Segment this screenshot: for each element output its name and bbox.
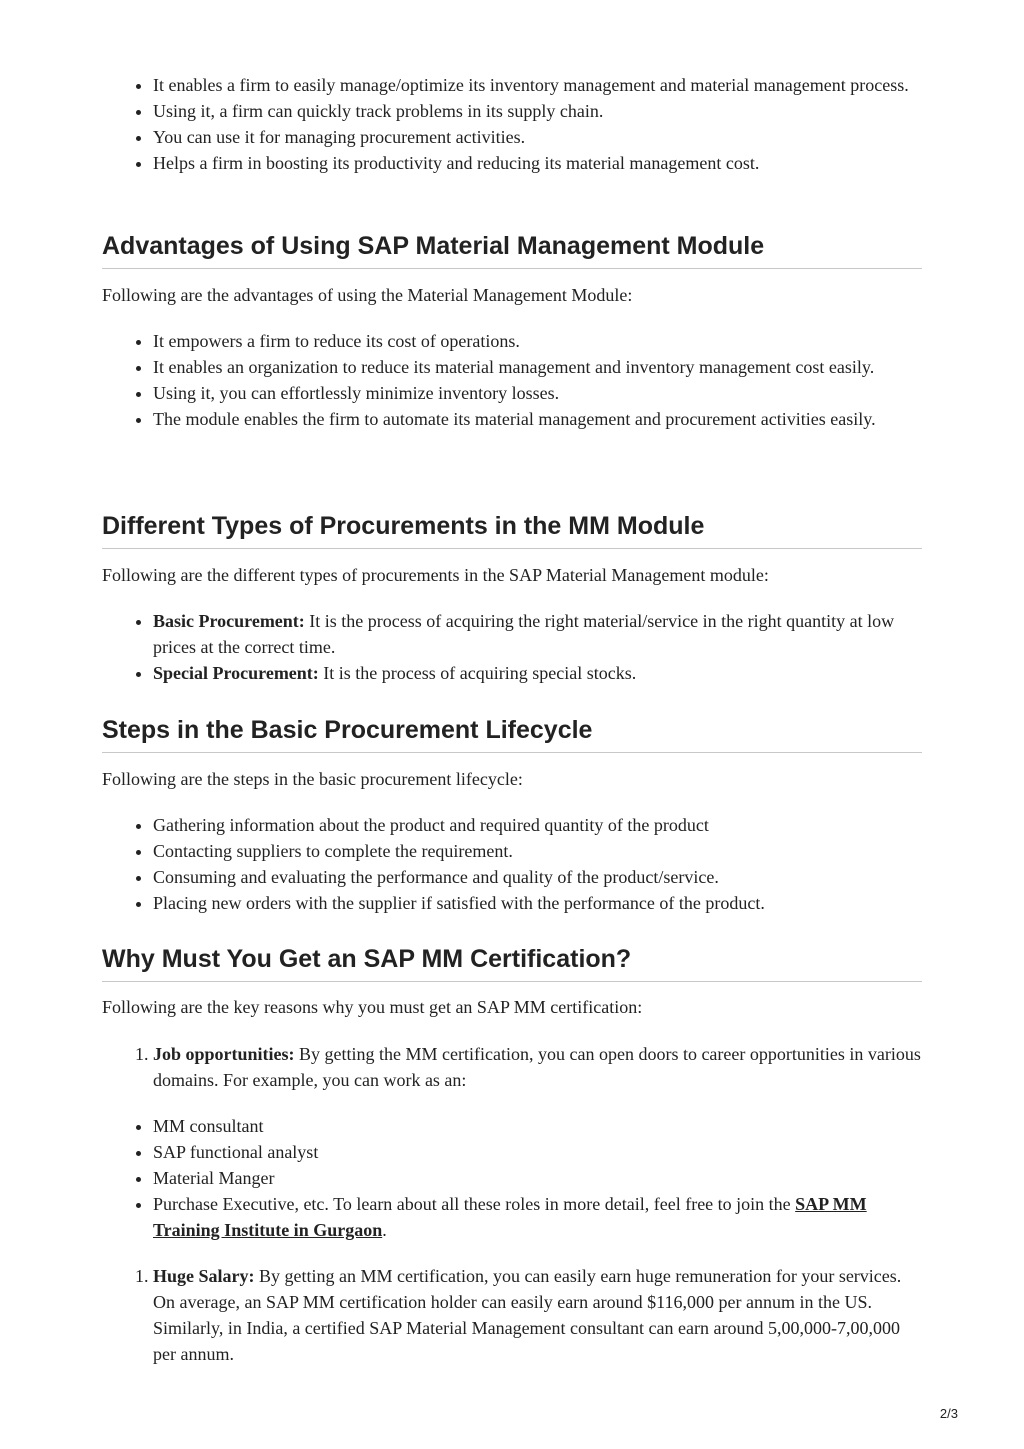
list-item: [153, 1191, 922, 1243]
list-item: • You can use it for managing procurement activities.: [153, 124, 922, 150]
term-description: It is the process of acquiring special stocks.: [318, 663, 637, 683]
reason-2-list: [102, 1263, 922, 1367]
list-item: • Gathering information about the product and required quantity of the product: [153, 812, 922, 838]
section-heading: Different Types of Procurements in the MM Module: [102, 510, 922, 549]
list-item: • The module enables the firm to automate its material management and procurement activities easily.: [153, 406, 922, 432]
lifecycle-list-block: [102, 812, 922, 916]
advantages-section: [102, 230, 922, 269]
list-item: [153, 1263, 922, 1367]
lifecycle-section: [102, 714, 922, 753]
training-institute-link[interactable]: SAP MM Training Institute in Gurgaon: [153, 1194, 867, 1240]
role-text-end: .: [382, 1220, 387, 1240]
list-item: • Contacting suppliers to complete the requirement.: [153, 838, 922, 864]
procurement-types-list: [102, 608, 922, 686]
advantages-list-block: [102, 328, 922, 432]
term-description: By getting the MM certification, you can open doors to career opportunities in various domains. For example, you can work as an:: [153, 1044, 921, 1090]
list-item: [153, 608, 922, 660]
page-number: 2/3: [939, 1406, 958, 1421]
section-heading: Advantages of Using SAP Material Management Module: [102, 230, 922, 269]
term-label: Basic Procurement:: [153, 611, 305, 631]
list-item: • Placing new orders with the supplier if satisfied with the performance of the product.: [153, 890, 922, 916]
procurement-types-section: [102, 510, 922, 549]
section-intro: Following are the key reasons why you must get an SAP MM certification:: [102, 997, 643, 1017]
intro-list-block: [102, 72, 922, 176]
section-heading: Why Must You Get an SAP MM Certification?: [102, 943, 922, 982]
section-intro: Following are the steps in the basic procurement lifecycle:: [102, 769, 523, 789]
reason-1-block: [102, 1041, 922, 1093]
term-label: Huge Salary:: [153, 1266, 255, 1286]
advantages-list: [102, 328, 922, 432]
list-item: • Consuming and evaluating the performance and quality of the product/service.: [153, 864, 922, 890]
roles-list: [102, 1113, 922, 1243]
term-label: Special Procurement:: [153, 663, 319, 683]
term-description: By getting an MM certification, you can easily earn huge remuneration for your services. On average, an SAP MM certification holder can easily earn around $116,000 per annum in the US. Similarly, in India, a certified SAP Material Management consultant can earn around 5,00,000-7,00,000 per annum.: [153, 1266, 902, 1364]
roles-list-block: [102, 1113, 922, 1243]
section-intro: Following are the different types of procurements in the SAP Material Management module:: [102, 565, 769, 585]
role-text: Purchase Executive, etc. To learn about all these roles in more detail, feel free to join the: [153, 1194, 796, 1214]
reason-1-list: [102, 1041, 922, 1093]
list-item: • Helps a firm in boosting its productivity and reducing its material management cost.: [153, 150, 922, 176]
list-item: • Using it, you can effortlessly minimize inventory losses.: [153, 380, 922, 406]
list-item: • SAP functional analyst: [153, 1139, 922, 1165]
list-item: • It empowers a firm to reduce its cost of operations.: [153, 328, 922, 354]
term-label: Job opportunities:: [153, 1044, 295, 1064]
section-heading: Steps in the Basic Procurement Lifecycle: [102, 714, 922, 753]
list-item: • Material Manger: [153, 1165, 922, 1191]
certification-section: [102, 943, 922, 982]
advantages-intro-block: [102, 282, 922, 308]
lifecycle-list: [102, 812, 922, 916]
procurement-types-intro-block: [102, 562, 922, 588]
certification-intro-block: [102, 994, 922, 1020]
intro-list: [102, 72, 922, 176]
list-item: • It enables an organization to reduce its material management and inventory management cost easily.: [153, 354, 922, 380]
list-item: [153, 660, 922, 686]
term-description: It is the process of acquiring the right material/service in the right quantity at low prices at the correct time.: [153, 611, 895, 657]
lifecycle-intro-block: [102, 766, 922, 792]
list-item: [153, 1041, 922, 1093]
list-item: • Using it, a firm can quickly track problems in its supply chain.: [153, 98, 922, 124]
procurement-types-list-block: [102, 608, 922, 686]
reason-2-block: [102, 1263, 922, 1367]
section-intro: Following are the advantages of using the Material Management Module:: [102, 285, 633, 305]
list-item: • MM consultant: [153, 1113, 922, 1139]
list-item: • It enables a firm to easily manage/optimize its inventory management and material management process.: [153, 72, 922, 98]
